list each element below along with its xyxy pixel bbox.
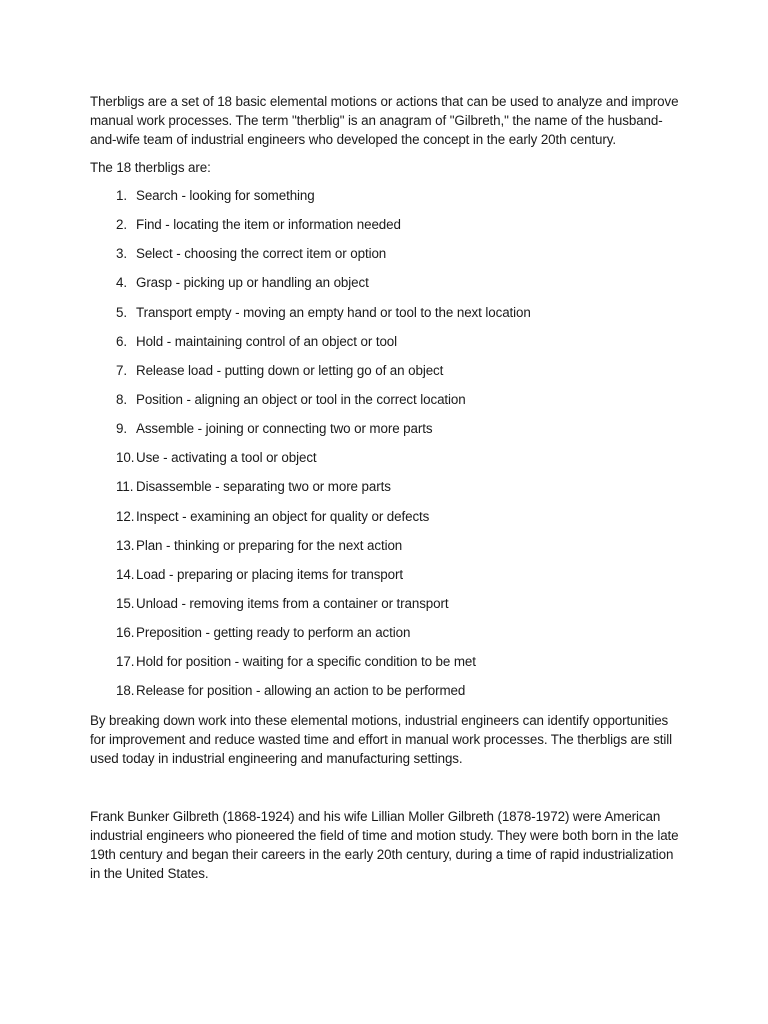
list-item-text: Preposition - getting ready to perform an action: [136, 625, 411, 641]
list-item-number: [90, 448, 136, 467]
list-item-number-text: 15.: [116, 595, 135, 611]
list-item-number: [90, 419, 136, 438]
list-item-text: Find - locating the item or information needed: [136, 217, 401, 233]
therblig-list-item: [90, 652, 680, 671]
list-item-number-text: 13.: [116, 537, 135, 553]
list-item-number: [90, 681, 136, 700]
list-item-number: [90, 507, 136, 526]
list-item-number-text: 10.: [116, 450, 135, 466]
list-item-number: [90, 594, 136, 613]
list-item-text: Transport empty - moving an empty hand or tool to the next location: [136, 304, 531, 320]
therblig-list-item: [90, 565, 680, 584]
list-item-number-text: 9.: [116, 421, 127, 437]
list-item-number: [90, 477, 136, 496]
therblig-list-item: [90, 303, 680, 322]
list-item-number-text: 16.: [116, 625, 135, 641]
list-item-text: Assemble - joining or connecting two or more parts: [136, 421, 433, 437]
list-item-number: [90, 652, 136, 671]
therblig-list-item: [90, 419, 680, 438]
list-item-number-text: 8.: [116, 391, 127, 407]
therblig-list-item: [90, 536, 680, 555]
therblig-list-item: [90, 448, 680, 467]
list-item-number: [90, 244, 136, 263]
list-item-number-text: 1.: [116, 188, 127, 203]
list-item-text: Hold - maintaining control of an object or tool: [136, 333, 398, 349]
therblig-list-item: [90, 215, 680, 234]
summary-paragraph: By breaking down work into these elemental motions, industrial engineers can identify opportunities for improvement and reduce wasted time and effort in manual work processes. The therbligs are still used today in industrial engineering and manufacturing settings.: [90, 713, 673, 767]
list-item-number-text: 6.: [116, 333, 127, 349]
gilbreth-bio-paragraph: Frank Bunker Gilbreth (1868-1924) and his wife Lillian Moller Gilbreth (1878-1972) were American industrial engineers who pioneered the field of time and motion study. They were both born in the late 19th century and began their careers in the early 20th century, during a time of rapid industrialization in the United States.: [90, 809, 679, 882]
list-item-text: Plan - thinking or preparing for the next action: [136, 537, 403, 553]
therblig-list-item: [90, 390, 680, 409]
list-item-text: Release for position - allowing an action to be performed: [136, 683, 466, 699]
list-item-text: Release load - putting down or letting go of an object: [136, 362, 444, 378]
list-item-text: Grasp - picking up or handling an object: [136, 275, 369, 291]
document-body: [90, 92, 680, 883]
list-item-number-text: 7.: [116, 362, 127, 378]
therblig-list-item: [90, 332, 680, 351]
list-lead-text: The 18 therbligs are:: [90, 160, 211, 175]
list-item-text: Hold for position - waiting for a specific condition to be met: [136, 654, 476, 670]
list-item-number: [90, 186, 136, 205]
list-item-text: Disassemble - separating two or more parts: [136, 479, 391, 495]
therblig-list-item: [90, 244, 680, 263]
list-item-number-text: 12.: [116, 508, 135, 524]
list-item-number: [90, 390, 136, 409]
list-item-text: Select - choosing the correct item or option: [136, 246, 387, 262]
list-item-number-text: 11.: [116, 479, 134, 495]
therblig-list: [90, 186, 680, 700]
list-item-number: [90, 303, 136, 322]
therblig-list-item: [90, 681, 680, 700]
list-item-number: [90, 215, 136, 234]
list-item-number-text: 5.: [116, 304, 127, 320]
therblig-list-item: [90, 186, 680, 205]
list-item-text: Use - activating a tool or object: [136, 450, 317, 466]
list-item-number-text: 2.: [116, 217, 127, 233]
list-item-text: Unload - removing items from a container or transport: [136, 595, 449, 611]
list-item-number: [90, 273, 136, 292]
list-item-number-text: 3.: [116, 246, 127, 262]
list-item-number-text: 14.: [116, 566, 135, 582]
list-item-number-text: 4.: [116, 275, 127, 291]
list-item-number: [90, 565, 136, 584]
intro-paragraph: Therbligs are a set of 18 basic elemental motions or actions that can be used to analyze and improve manual work processes. The term "therblig" is an anagram of "Gilbreth," the name of the husband-and-wife team of industrial engineers who developed the concept in the early 20th century.: [90, 94, 679, 147]
list-item-text: Position - aligning an object or tool in the correct location: [136, 391, 466, 407]
list-item-text: Inspect - examining an object for quality or defects: [136, 508, 430, 524]
therblig-list-item: [90, 477, 680, 496]
list-item-text: Load - preparing or placing items for transport: [136, 566, 403, 582]
therblig-list-item: [90, 361, 680, 380]
therblig-list-item: [90, 594, 680, 613]
list-item-number: [90, 623, 136, 642]
therblig-list-item: [90, 623, 680, 642]
therblig-list-item: [90, 507, 680, 526]
list-item-number-text: 18.: [116, 683, 135, 699]
therblig-list-item: [90, 273, 680, 292]
list-item-text: Search - looking for something: [136, 188, 315, 203]
list-item-number: [90, 332, 136, 351]
list-item-number: [90, 536, 136, 555]
list-item-number-text: 17.: [116, 654, 135, 670]
list-item-number: [90, 361, 136, 380]
